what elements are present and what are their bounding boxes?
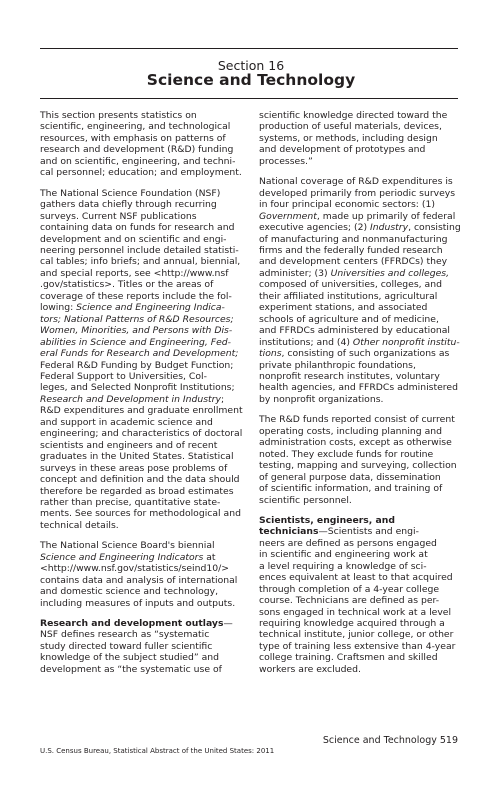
funds-paragraph: The R&D funds reported consist of current operating costs, including planning and administration costs, except as otherwise noted. They exclude funds for routine testing, mapping and surveying, collection of general purpose data, dissemination of scientific information, and training of scientific personnel. [259,414,457,506]
scientists-paragraph: Scientists, engineers, and technicians—Scientists and engi- neers are defined as persons engaged in scientific and engineering work at a level requiring a knowledge of sci- ences equivalent at least to that acquired through completion of a 4-year college course. Technicians are defined as per- sons engaged in technical work at a level requiring knowledge acquired through a technical institute, junior college, or other type of training less extensive than 4-year college training. Craftsmen and skilled workers are excluded. [259,515,465,675]
technicians-heading: technicians [259,526,319,538]
right-column [259,110,465,684]
intro-paragraph: This section presents statistics on scientific, engineering, and technological resources, with emphasis on patterns of research and development (R&D) funding and on scientific, engineering, and techni- cal personnel; education; and employment. [40,110,242,179]
left-column [40,110,246,684]
page-number-label: Science and Technology 519 [322,735,458,746]
definition-continued-paragraph: scientific knowledge directed toward the production of useful materials, devices, systems, or methods, including design and development of prototypes and processes.” [259,110,448,167]
rd-outlays-paragraph: Research and development outlays— NSF defines research as “systematic study directed toward fuller scientific knowledge of the subject studied” and development as “the systematic use of [40,618,233,675]
top-rule [40,48,458,49]
page-title: Science and Technology [146,71,356,89]
title-rule [40,98,458,99]
section-label: Section 16 [217,58,285,73]
source-footer: U.S. Census Bureau, Statistical Abstract of the United States: 2011 [40,747,275,755]
indicators-paragraph: The National Science Board's biennial Science and Engineering Indicators at <http://www.nsf.gov/statistics/seind10/> contains data and analysis of international and domestic science and technology, including measures of inputs and outputs. [40,540,238,609]
rd-outlays-heading: Research and development outlays [40,618,224,630]
scientists-heading: Scientists, engineers, and [259,514,395,526]
sectors-paragraph: National coverage of R&D expenditures is developed primarily from periodic surveys in four principal economic sectors: (1) Government, made up primarily of federal executive agencies; (2) Industry, consisting of manufacturing and nonmanufacturing firms and the federally funded research and development centers (FFRDCs) they administer; (3) Universities and colleges, composed of universities, colleges, and their affiliated institutions, agricultural experiment stations, and associated schools of agriculture and of medicine, and FFRDCs administered by educational institutions; and (4) Other nonprofit institu- tions, consisting of such organizations as private philanthropic foundations, nonprofit research institutes, voluntary health agencies, and FFRDCs administered by nonprofit organizations. [259,176,461,405]
nsf-paragraph: The National Science Foundation (NSF) gathers data chiefly through recurring surveys. Current NSF publications containing data on funds for research and development and on scientific and engi- neering personnel include detailed statisti- cal tables; info briefs; and annual, biennial, and special reports, see <http://www.nsf .gov/statistics>. Titles or the areas of coverage of these reports include the fol- lowing: Science and Engineering Indica- tors; National Patterns of R&D Resources; Women, Minorities, and Persons with Dis- abilities in Science and Engineering, Fed- eral Funds for Research and Development; Federal R&D Funding by Budget Function; Federal Support to Universities, Col- leges, and Selected Nonprofit Institutions; Research and Development in Industry; R&D expenditures and graduate enrollment and support in academic science and engineering; and characteristics of doctoral scientists and engineers and of recent graduates in the United States. Statistical surveys in these areas pose problems of concept and definition and the data should therefore be regarded as broad estimates rather than precise, quantitative state- ments. See sources for methodological and technical details. [40,187,243,531]
